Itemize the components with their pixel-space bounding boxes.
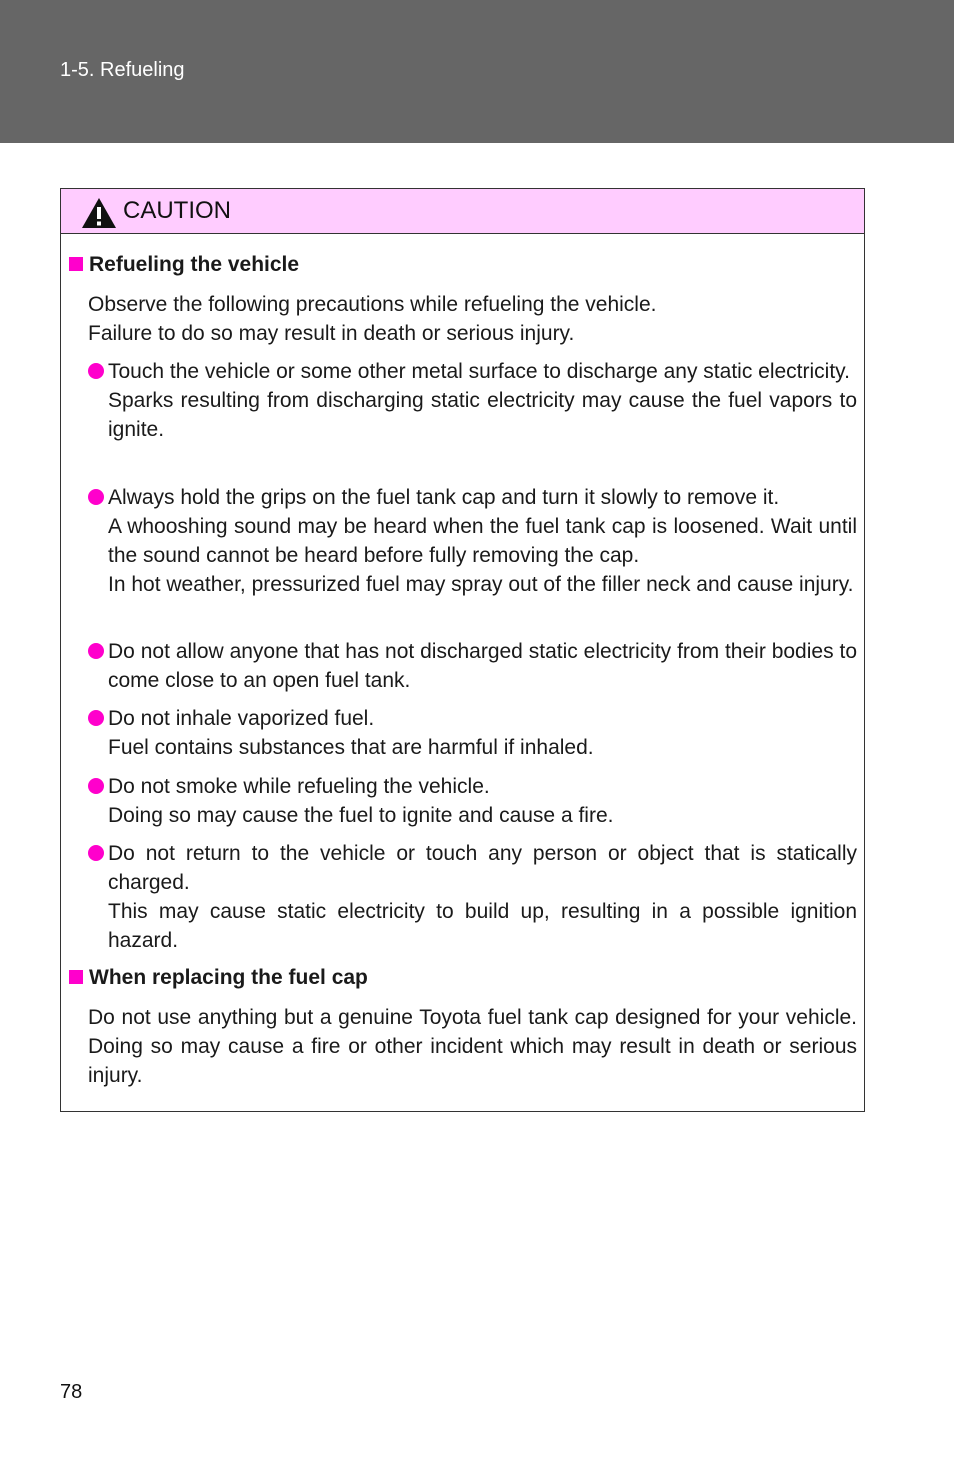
caution-header xyxy=(61,189,864,234)
list-item: Do not smoke while refueling the vehicle. Doing so may cause the fuel to ignite and cause a fire. xyxy=(88,772,857,830)
fuel-cap-paragraph: Do not use anything but a genuine Toyota fuel tank cap designed for your vehicle. Doing so may cause a fire or other incident which may result in death or serious injury. xyxy=(88,1006,857,1087)
list-item: Do not return to the vehicle or touch any person or object that is statically charged. This may cause static electricity to build up, resulting in a possible ignition hazard. xyxy=(88,839,857,955)
list-item: Do not inhale vaporized fuel. Fuel contains substances that are harmful if inhaled. xyxy=(88,704,857,762)
list-item: Always hold the grips on the fuel tank cap and turn it slowly to remove it. A whooshing sound may be heard when the fuel tank cap is loosened. Wait until the sound cannot be heard before fully removing the cap. In hot weather, pressurized fuel may spray out of the filler neck and cause injury. xyxy=(88,483,857,599)
circle-bullet-icon xyxy=(88,363,104,379)
square-bullet-icon xyxy=(69,970,83,984)
intro-line: Failure to do so may result in death or serious injury. xyxy=(88,322,575,345)
intro-line: Observe the following precautions while refueling the vehicle. xyxy=(88,293,657,316)
circle-bullet-icon xyxy=(88,845,104,861)
section-label: 1-5. Refueling xyxy=(60,59,185,81)
circle-bullet-icon xyxy=(88,710,104,726)
square-bullet-icon xyxy=(69,257,83,271)
list-item: Touch the vehicle or some other metal surface to discharge any static electricity. Sparks resulting from discharging static electricity may cause the fuel vapors to ignite. xyxy=(88,357,857,444)
section-title-fuel-cap: When replacing the fuel cap xyxy=(69,966,368,990)
section-title-refueling: Refueling the vehicle xyxy=(69,253,299,277)
circle-bullet-icon xyxy=(88,778,104,794)
circle-bullet-icon xyxy=(88,643,104,659)
caution-box xyxy=(60,188,865,1112)
page-number: 78 xyxy=(60,1381,83,1403)
page-header xyxy=(0,0,954,143)
list-item: Do not allow anyone that has not discharged static electricity from their bodies to come close to an open fuel tank. xyxy=(88,637,857,695)
caution-title: CAUTION xyxy=(123,197,231,224)
circle-bullet-icon xyxy=(88,489,104,505)
warning-triangle-icon xyxy=(81,197,117,229)
